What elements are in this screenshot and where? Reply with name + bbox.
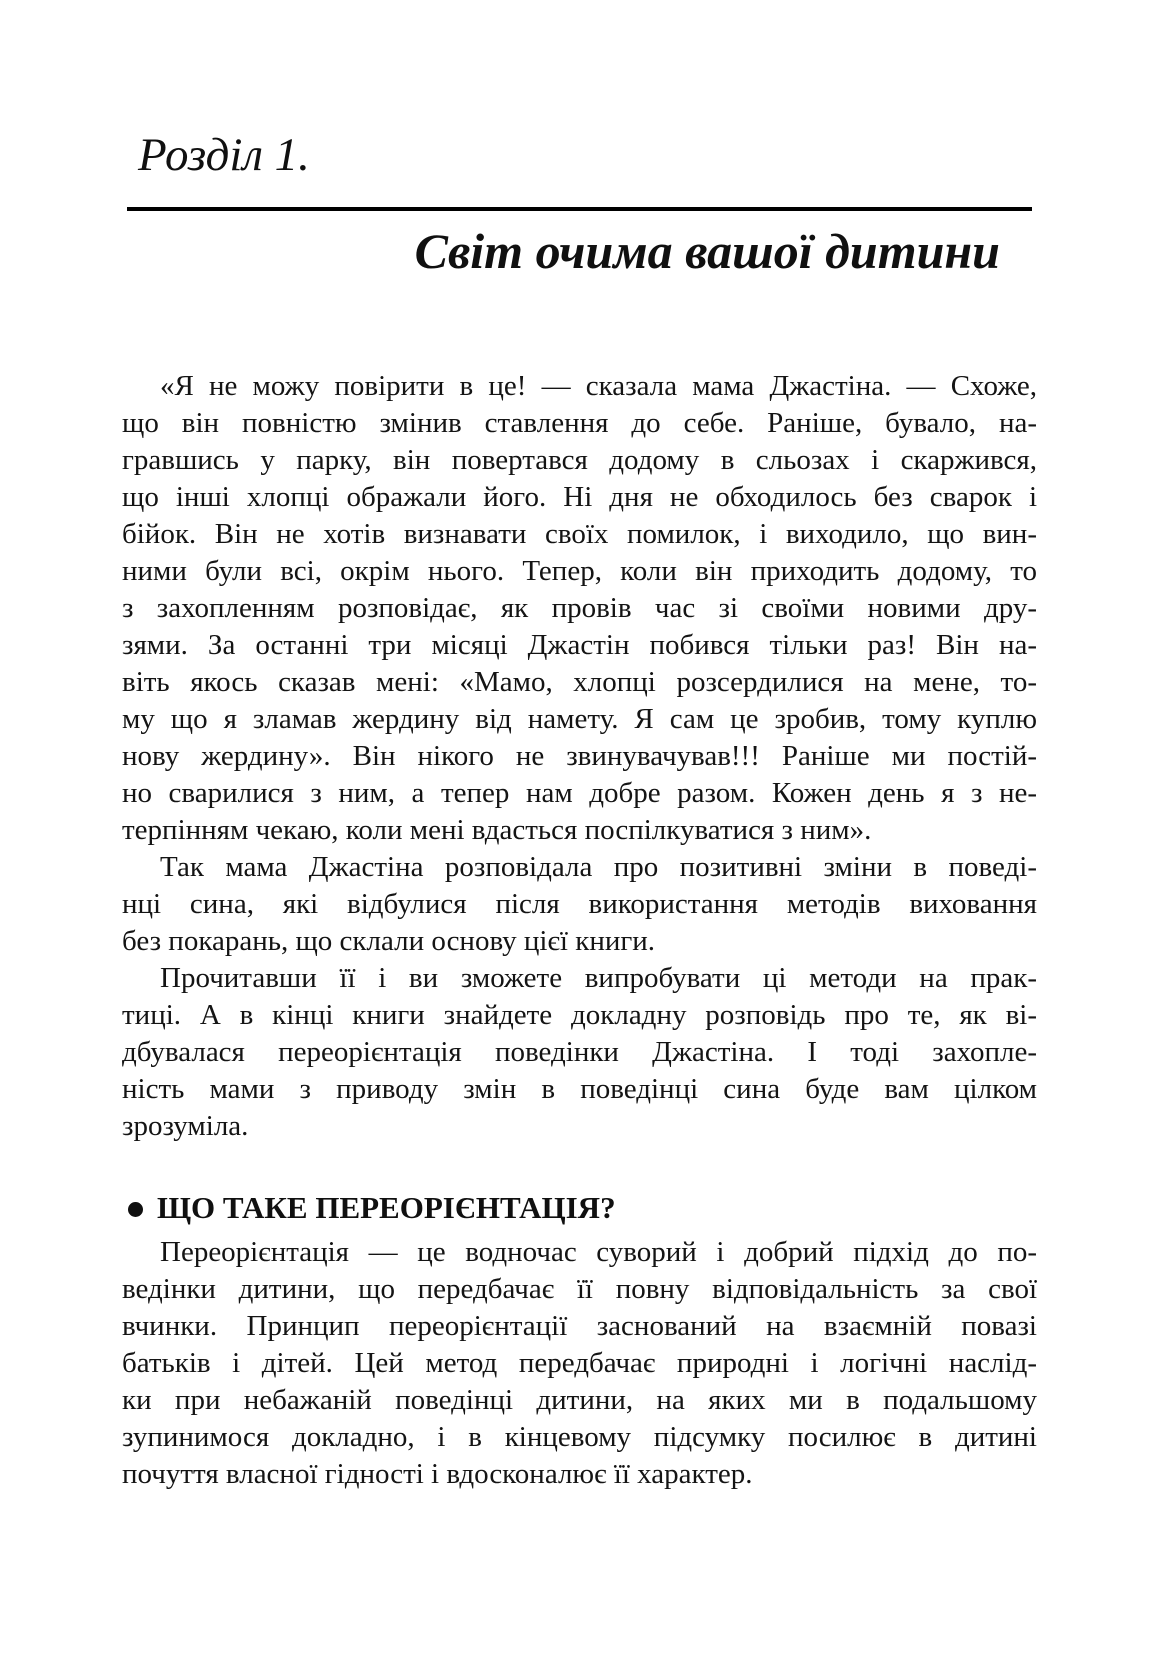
text-line: що інші хлопці ображали його. Ні дня не обходилось без сварок і <box>122 481 1037 513</box>
paragraph <box>122 960 1037 1145</box>
paragraph <box>122 368 1037 849</box>
section-heading-label: ЩО ТАКЕ ПЕРЕОРІЄНТАЦІЯ? <box>157 1190 616 1225</box>
text-line: тиці. А в кінці книги знайдете докладну розповідь про те, як ві- <box>122 999 1037 1031</box>
paragraph <box>122 849 1037 960</box>
text-line: Переорієнтація — це водночас суворий і добрий підхід до по- <box>160 1236 1037 1268</box>
text-line: гравшись у парку, він повертався додому в сльозах і скаржився, <box>122 444 1037 476</box>
text-line: ними були всі, окрім нього. Тепер, коли він приходить додому, то <box>122 555 1037 587</box>
text-line: почуття власної гідності і вдосконалює її характер. <box>122 1458 753 1490</box>
text-line: но сварилися з ним, а тепер нам добре разом. Кожен день я з не- <box>122 777 1037 809</box>
text-line: без покарань, що склали основу цієї книги. <box>122 925 656 957</box>
text-line: батьків і дітей. Цей метод передбачає природні і логічні наслід- <box>122 1347 1037 1379</box>
text-line: Так мама Джастіна розповідала про позитивні зміни в поведі- <box>160 851 1037 883</box>
chapter-rule <box>127 207 1032 211</box>
text-line: віть якось сказав мені: «Мамо, хлопці розсердилися на мене, то- <box>122 666 1037 698</box>
text-line: бійок. Він не хотів визнавати своїх помилок, і виходило, що вин- <box>122 518 1037 550</box>
text-line: му що я зламав жердину від намету. Я сам це зробив, тому куплю <box>122 703 1037 735</box>
text-line: що він повністю змінив ставлення до себе. Раніше, бувало, на- <box>122 407 1037 439</box>
section-body-text <box>122 1234 1037 1493</box>
text-line: зрозуміла. <box>122 1110 249 1142</box>
bullet-icon <box>128 1202 143 1217</box>
text-line: зями. За останні три місяці Джастін побився тільки раз! Він на- <box>122 629 1037 661</box>
text-line: терпінням чекаю, коли мені вдасться поспілкуватися з ним». <box>122 814 872 846</box>
text-line: «Я не можу повірити в це! — сказала мама Джастіна. — Схоже, <box>160 370 1037 402</box>
text-line: дбувалася переорієнтація поведінки Джастіна. І тоді захопле- <box>122 1036 1037 1068</box>
text-line: ведінки дитини, що передбачає її повну відповідальність за свої <box>122 1273 1037 1305</box>
body-text <box>122 368 1037 1145</box>
chapter-label: Розділ 1. <box>138 129 310 181</box>
text-line: Прочитавши її і ви зможете випробувати ці методи на прак- <box>160 962 1037 994</box>
text-line: нову жердину». Він нікого не звинувачував!!! Раніше ми постій- <box>122 740 1037 772</box>
text-line: нці сина, які відбулися після використання методів виховання <box>122 888 1037 920</box>
text-line: вчинки. Принцип переорієнтації заснований на взаємній повазі <box>122 1310 1037 1342</box>
section-heading <box>128 1190 1038 1226</box>
text-line: ність мами з приводу змін в поведінці сина буде вам цілком <box>122 1073 1037 1105</box>
chapter-title: Світ очима вашої дитини <box>414 223 1000 279</box>
text-line: зупинимося докладно, і в кінцевому підсумку посилює в дитині <box>122 1421 1037 1453</box>
paragraph <box>122 1234 1037 1493</box>
text-line: ки при небажаній поведінці дитини, на яких ми в подальшому <box>122 1384 1037 1416</box>
text-line: з захопленням розповідає, як провів час зі своїми новими дру- <box>122 592 1037 624</box>
